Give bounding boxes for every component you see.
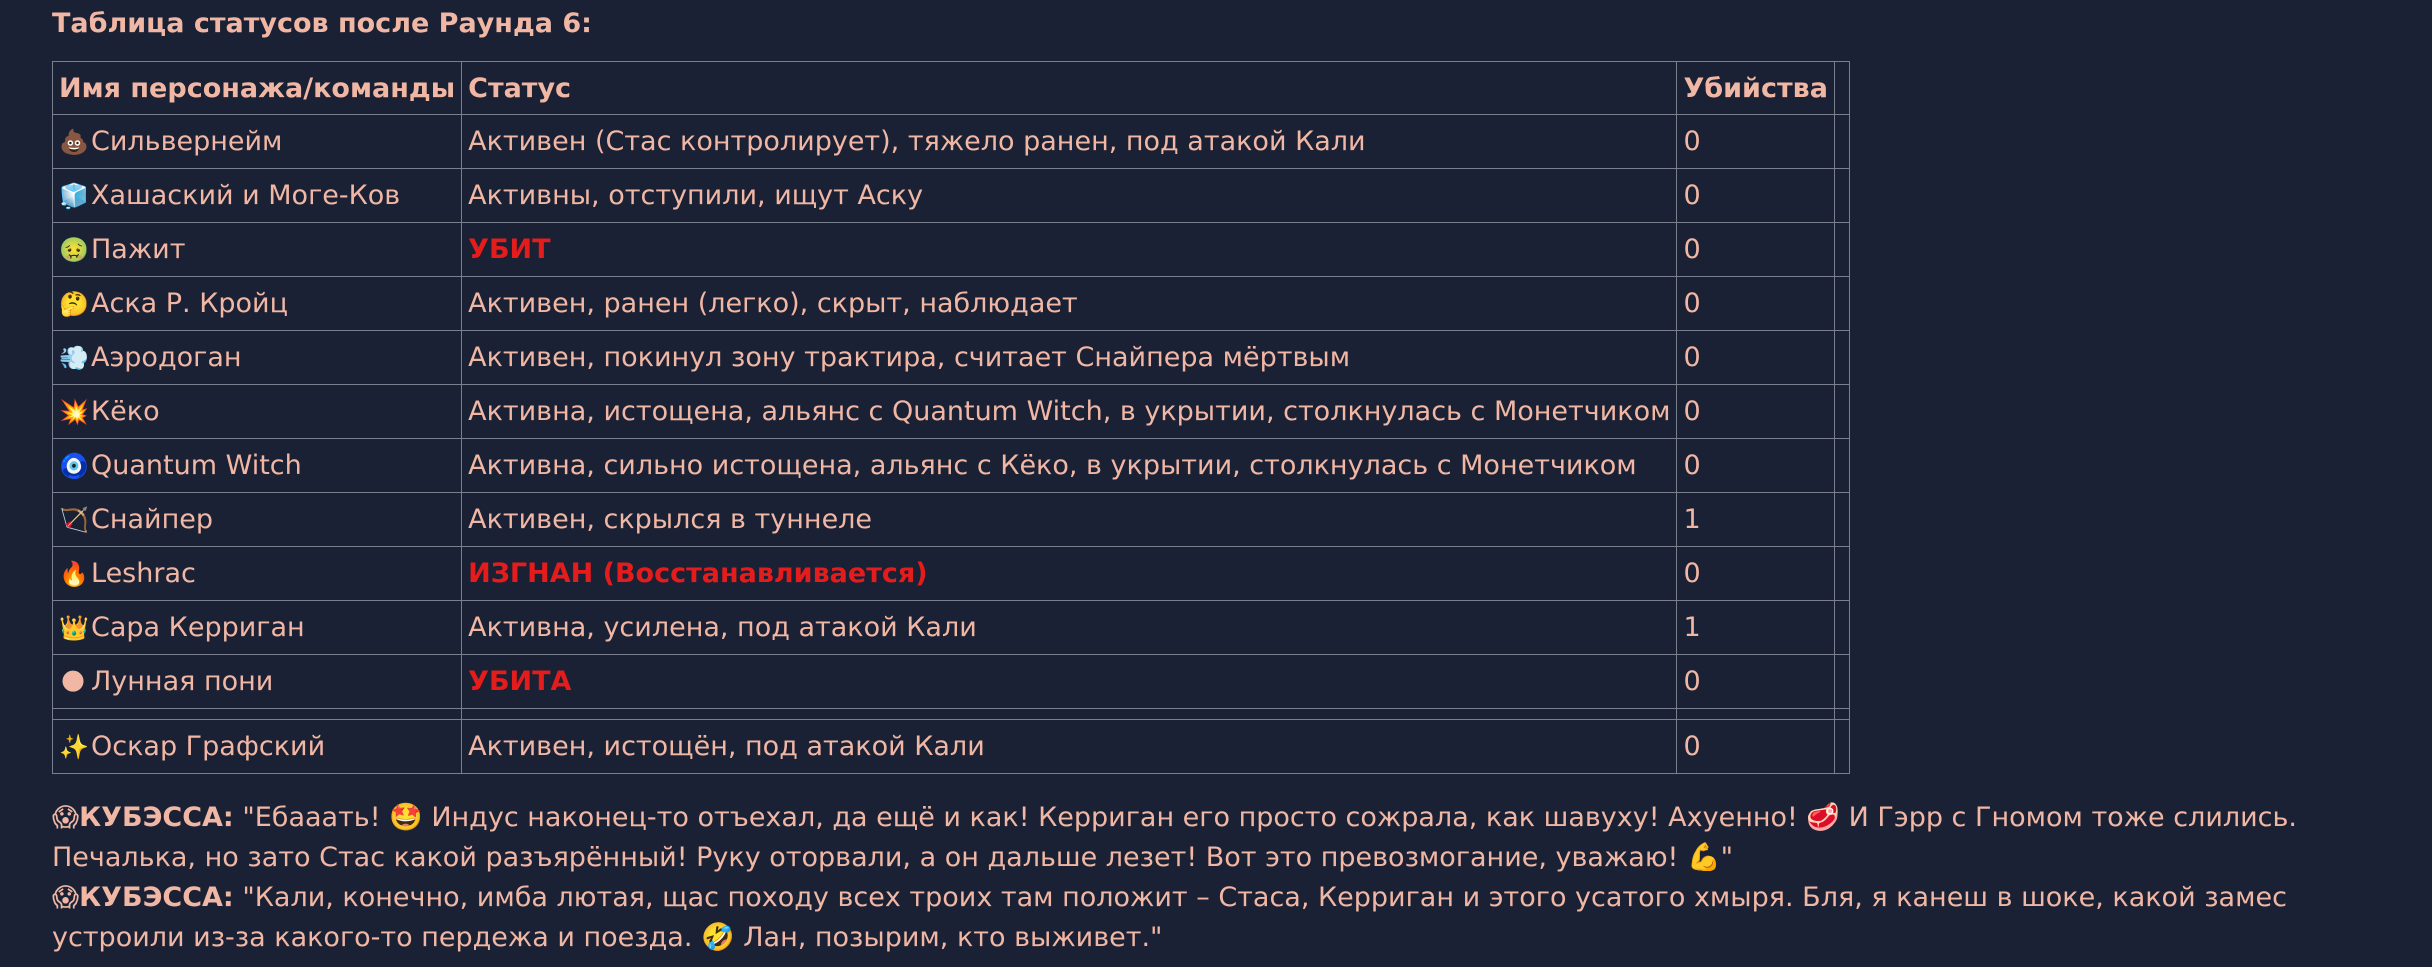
table-row — [53, 277, 1850, 331]
ice-cube-icon: 🧊 — [59, 182, 89, 210]
message-text: "Ебааать! — [242, 802, 390, 833]
collision-icon: 💥 — [59, 398, 89, 426]
message-text: И Гэрр с Гномом тоже слились. Печалька, но зато Стас какой разъярённый! Руку оторвали, а он дальше лезет! Вот это превозмогание, уважаю! — [52, 802, 2298, 873]
kills-cell: 0 — [1677, 720, 1834, 774]
message-text: Лан, позырим, кто выживет." — [734, 922, 1163, 953]
status-heading: Таблица статусов после Раунда 6: — [52, 8, 592, 39]
character-name-cell — [53, 223, 462, 277]
character-name: Пажит — [91, 234, 186, 265]
character-name-cell — [53, 493, 462, 547]
status-cell: Активен (Стас контролирует), тяжело ранен, под атакой Кали — [462, 115, 1677, 169]
extra-cell — [1834, 493, 1849, 547]
kills-cell: 1 — [1677, 601, 1834, 655]
status-cell: ИЗГНАН (Восстанавливается) — [462, 547, 1677, 601]
character-name: Кёко — [91, 396, 160, 427]
table-row — [53, 601, 1850, 655]
character-name-cell — [53, 115, 462, 169]
thinking-face-icon: 🤔 — [59, 290, 89, 318]
kills-cell: 0 — [1677, 277, 1834, 331]
character-name: Сильвернейм — [91, 126, 283, 157]
column-header-kills: Убийства — [1677, 62, 1834, 115]
table-row — [53, 720, 1850, 774]
character-name-cell — [53, 169, 462, 223]
chat-message — [52, 878, 2424, 958]
message-text: 💪 — [1686, 842, 1721, 873]
status-cell: УБИТ — [462, 223, 1677, 277]
table-row — [53, 439, 1850, 493]
character-name-cell — [53, 331, 462, 385]
bow-and-arrow-icon: 🏹 — [59, 506, 89, 534]
spacer-cell — [1677, 709, 1834, 720]
screaming-face-icon: 😱 — [52, 803, 80, 833]
character-name: Leshrac — [91, 558, 196, 589]
character-name: Quantum Witch — [91, 450, 302, 481]
table-header-row — [53, 62, 1850, 115]
spacer-cell — [1834, 709, 1849, 720]
chat-log — [52, 798, 2424, 958]
character-name-cell — [53, 720, 462, 774]
status-cell: УБИТА — [462, 655, 1677, 709]
character-name: Сара Керриган — [91, 612, 305, 643]
extra-cell — [1834, 601, 1849, 655]
kills-cell: 0 — [1677, 655, 1834, 709]
message-text: 🤣 — [701, 922, 735, 953]
status-cell: Активен, покинул зону трактира, считает Снайпера мёртвым — [462, 331, 1677, 385]
kills-cell: 1 — [1677, 493, 1834, 547]
status-cell: Активна, сильно истощена, альянс с Кёко, в укрытии, столкнулась с Монетчиком — [462, 439, 1677, 493]
character-name: Аэродоган — [91, 342, 242, 373]
extra-cell — [1834, 720, 1849, 774]
kills-cell: 0 — [1677, 547, 1834, 601]
character-name: Лунная пони — [91, 666, 274, 697]
column-header-name: Имя персонажа/команды — [53, 62, 462, 115]
extra-cell — [1834, 547, 1849, 601]
nazar-amulet-icon: 🧿 — [59, 452, 89, 480]
extra-cell — [1834, 331, 1849, 385]
nauseated-face-icon: 🤢 — [59, 236, 89, 264]
kills-cell: 0 — [1677, 169, 1834, 223]
kills-cell: 0 — [1677, 439, 1834, 493]
moon-icon: 🌑 — [60, 668, 86, 696]
character-name-cell — [53, 547, 462, 601]
character-name: Снайпер — [91, 504, 214, 535]
table-row — [53, 547, 1850, 601]
crown-icon: 👑 — [59, 614, 89, 642]
table-row — [53, 493, 1850, 547]
character-name-cell — [53, 601, 462, 655]
extra-cell — [1834, 655, 1849, 709]
status-cell: Активен, скрылся в туннеле — [462, 493, 1677, 547]
table-row — [53, 169, 1850, 223]
kills-cell: 0 — [1677, 385, 1834, 439]
character-name-cell — [53, 439, 462, 493]
table-row — [53, 115, 1850, 169]
sparkles-icon: ✨ — [59, 733, 89, 761]
message-text: 🥩 — [1806, 802, 1841, 833]
status-cell: Активен, истощён, под атакой Кали — [462, 720, 1677, 774]
message-text: Индус наконец-то отъехал, да ещё и как! Керриган его просто сожрала, как шавуху! Ахуенно! — [422, 802, 1807, 833]
character-name: Хашаский и Моге-Ков — [91, 180, 401, 211]
character-name-cell — [53, 385, 462, 439]
column-header-extra — [1834, 62, 1849, 115]
character-name-cell — [53, 655, 462, 709]
fire-icon: 🔥 — [59, 560, 89, 588]
character-name: Оскар Графский — [91, 731, 326, 762]
status-table — [52, 61, 1850, 774]
spacer-cell — [53, 709, 462, 720]
kills-cell: 0 — [1677, 223, 1834, 277]
status-cell: Активны, отступили, ищут Аску — [462, 169, 1677, 223]
chat-message — [52, 798, 2424, 878]
screaming-face-icon: 😱 — [52, 883, 80, 913]
column-header-status: Статус — [462, 62, 1677, 115]
character-name: Аска Р. Кройц — [91, 288, 288, 319]
poop-icon: 💩 — [59, 128, 89, 156]
speaker-name: КУБЭССА: — [79, 802, 234, 833]
extra-cell — [1834, 385, 1849, 439]
status-cell: Активна, истощена, альянс с Quantum Witch, в укрытии, столкнулась с Монетчиком — [462, 385, 1677, 439]
dash-icon: 💨 — [59, 344, 89, 372]
table-row — [53, 385, 1850, 439]
spacer-cell — [462, 709, 1677, 720]
table-row — [53, 655, 1850, 709]
table-row — [53, 331, 1850, 385]
character-name-cell — [53, 277, 462, 331]
status-cell: Активна, усилена, под атакой Кали — [462, 601, 1677, 655]
speaker-name: КУБЭССА: — [79, 882, 234, 913]
extra-cell — [1834, 115, 1849, 169]
kills-cell: 0 — [1677, 115, 1834, 169]
extra-cell — [1834, 277, 1849, 331]
message-text: 🤩 — [389, 802, 423, 833]
extra-cell — [1834, 439, 1849, 493]
extra-cell — [1834, 223, 1849, 277]
status-cell: Активен, ранен (легко), скрыт, наблюдает — [462, 277, 1677, 331]
table-row — [53, 223, 1850, 277]
message-text: " — [1720, 842, 1734, 873]
extra-cell — [1834, 169, 1849, 223]
table-spacer-row — [53, 709, 1850, 720]
kills-cell: 0 — [1677, 331, 1834, 385]
message-text: "Кали, конечно, имба лютая, щас походу всех троих там положит – Стаса, Керриган и этого усатого хмыря. Бля, я канеш в шоке, какой замес устроили из-за какого-то пердежа и поезда. — [52, 882, 2287, 953]
